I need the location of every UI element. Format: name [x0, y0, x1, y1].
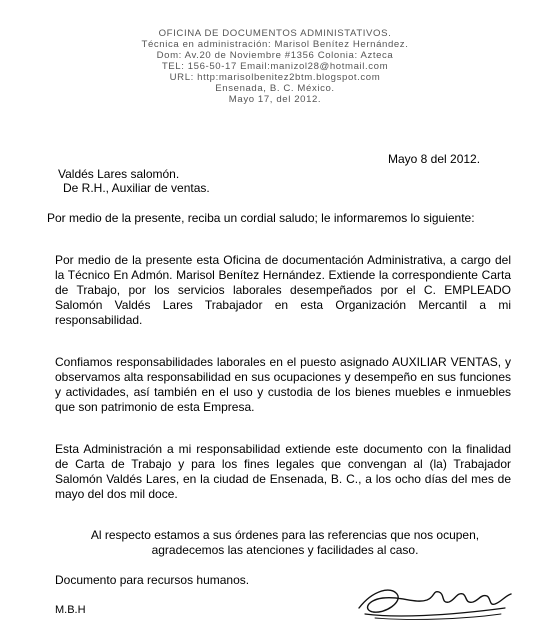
letterhead-city: Ensenada, B. C. México.: [215, 83, 335, 94]
letterhead-office-name: OFICINA DE DOCUMENTOS ADMINISTATIVOS.: [158, 28, 392, 39]
letter-date: Mayo 8 del 2012.: [388, 152, 481, 166]
letterhead-contact: TEL: 156-50-17 Email:manizol28@hotmail.com: [161, 61, 389, 72]
closing-line-2: agradecemos las atenciones y facilidades al caso.: [151, 543, 419, 557]
author-initials: M.B.H: [55, 604, 86, 616]
closing-line-1: Al respecto estamos a sus órdenes para las referencias que nos ocupen,: [90, 528, 480, 542]
closing-paragraph: [60, 528, 510, 558]
letterhead-date: Mayo 17, del 2012.: [228, 94, 322, 105]
body-paragraph-1: Por medio de la presente esta Oficina de documentación Administrativa, a cargo del la Técnico En Admón. Marisol Benítez Hernández. Extiende la correspondiente Carta de Trabajo, por los servicios laborales desempeñados por el C. EMPLEADO Salomón Valdés Lares Trabajador en esta Organización Mercantil a mi responsabilidad.: [55, 253, 511, 327]
recipient-name: Valdés Lares salomón.: [58, 167, 180, 181]
body-paragraph-3: Esta Administración a mi responsabilidad extiende este documento con la finalidad de Carta de Trabajo y para los fines legales que convengan al (la) Trabajador Salomón Valdés Lares, en la ciudad de Ensenada, B. C., a los ocho días del mes de mayo del dos mil doce.: [55, 442, 511, 501]
letterhead-url: URL: http:marisolbenitez2btm.blogspot.com: [169, 72, 381, 83]
body-paragraph-2: Confiamos responsabilidades laborales en el puesto asignado AUXILIAR VENTAS, y observamos alta responsabilidad en sus ocupaciones y desempeño en sus funciones y actividades, así también en el uso y custodia de los bienes muebles e inmuebles que son patrimonio de esta Empresa.: [55, 355, 511, 414]
handwritten-signature: [355, 578, 515, 622]
letterhead-technician: Técnica en administración: Marisol Benítez Hernández.: [141, 39, 409, 50]
recipient-position: De R.H., Auxiliar de ventas.: [63, 181, 210, 195]
letterhead: [100, 28, 450, 105]
greeting-intro: Por medio de la presente, reciba un cordial saludo; le informaremos lo siguiente:: [47, 211, 475, 225]
footer-note: Documento para recursos humanos.: [55, 573, 250, 587]
letterhead-address: Dom: Av.20 de Noviembre #1356 Colonia: Azteca: [156, 50, 394, 61]
